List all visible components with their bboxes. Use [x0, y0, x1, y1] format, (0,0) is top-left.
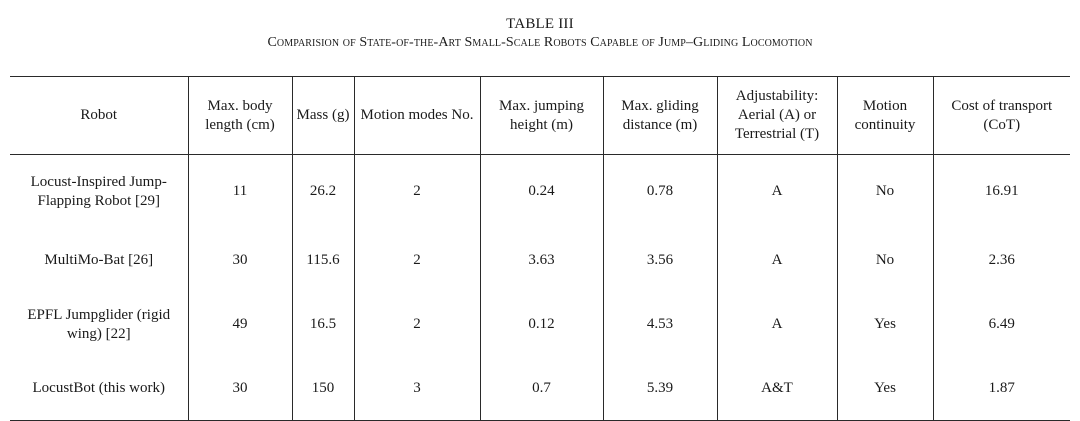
cell-gliding-distance: 5.39	[603, 357, 717, 421]
cell-motion-continuity: No	[837, 229, 933, 293]
cell-jumping-height: 0.7	[480, 357, 603, 421]
cell-jumping-height: 0.12	[480, 293, 603, 357]
header-motion-modes: Motion modes No.	[354, 77, 480, 155]
cell-robot: LocustBot (this work)	[10, 357, 188, 421]
cell-robot: MultiMo-Bat [26]	[44, 252, 154, 268]
table-row	[10, 155, 1070, 229]
header-gliding-distance: Max. gliding distance (m)	[603, 77, 717, 155]
cell-mass: 150	[292, 357, 354, 421]
cell-cost-of-transport: 16.91	[933, 155, 1070, 229]
header-mass: Mass (g)	[292, 77, 354, 155]
cell-adjustability: A&T	[717, 357, 837, 421]
cell-cost-of-transport: 6.49	[933, 293, 1070, 357]
comparison-table	[10, 76, 1070, 421]
cell-robot: EPFL Jumpglider (rigid wing) [22]	[27, 306, 171, 342]
table-caption	[0, 14, 1080, 52]
cell-body-length: 49	[188, 293, 292, 357]
cell-motion-modes: 2	[354, 229, 480, 293]
cell-gliding-distance: 4.53	[603, 293, 717, 357]
header-motion-continuity: Motion continuity	[837, 77, 933, 155]
header-cost-of-transport: Cost of transport (CoT)	[933, 77, 1070, 155]
header-body-length: Max. body length (cm)	[188, 77, 292, 155]
cell-motion-continuity: Yes	[837, 357, 933, 421]
cell-motion-modes: 2	[354, 293, 480, 357]
cell-body-length: 30	[188, 357, 292, 421]
cell-mass: 115.6	[292, 229, 354, 293]
table-row	[10, 293, 1070, 357]
header-adjustability: Adjustability: Aerial (A) or Terrestrial (T)	[717, 77, 837, 155]
header-row	[10, 77, 1070, 155]
cell-mass: 16.5	[292, 293, 354, 357]
table-row	[10, 229, 1070, 293]
table-row	[10, 357, 1070, 421]
header-jumping-height: Max. jumping height (m)	[480, 77, 603, 155]
cell-gliding-distance: 0.78	[603, 155, 717, 229]
cell-cost-of-transport: 2.36	[933, 229, 1070, 293]
cell-cost-of-transport: 1.87	[933, 357, 1070, 421]
cell-motion-continuity: Yes	[837, 293, 933, 357]
cell-jumping-height: 0.24	[480, 155, 603, 229]
cell-body-length: 11	[188, 155, 292, 229]
cell-robot: Locust-Inspired Jump-Flapping Robot [29]	[30, 173, 167, 209]
cell-motion-continuity: No	[837, 155, 933, 229]
table-number: TABLE III	[506, 16, 574, 32]
cell-gliding-distance: 3.56	[603, 229, 717, 293]
cell-motion-modes: 2	[354, 155, 480, 229]
table-title: Comparision of State-of-the-Art Small-Scale Robots Capable of Jump–Gliding Locomotion	[267, 35, 813, 50]
cell-jumping-height: 3.63	[480, 229, 603, 293]
cell-adjustability: A	[717, 155, 837, 229]
header-robot: Robot	[10, 77, 188, 155]
cell-adjustability: A	[717, 293, 837, 357]
cell-adjustability: A	[717, 229, 837, 293]
cell-mass: 26.2	[292, 155, 354, 229]
cell-motion-modes: 3	[354, 357, 480, 421]
cell-body-length: 30	[188, 229, 292, 293]
